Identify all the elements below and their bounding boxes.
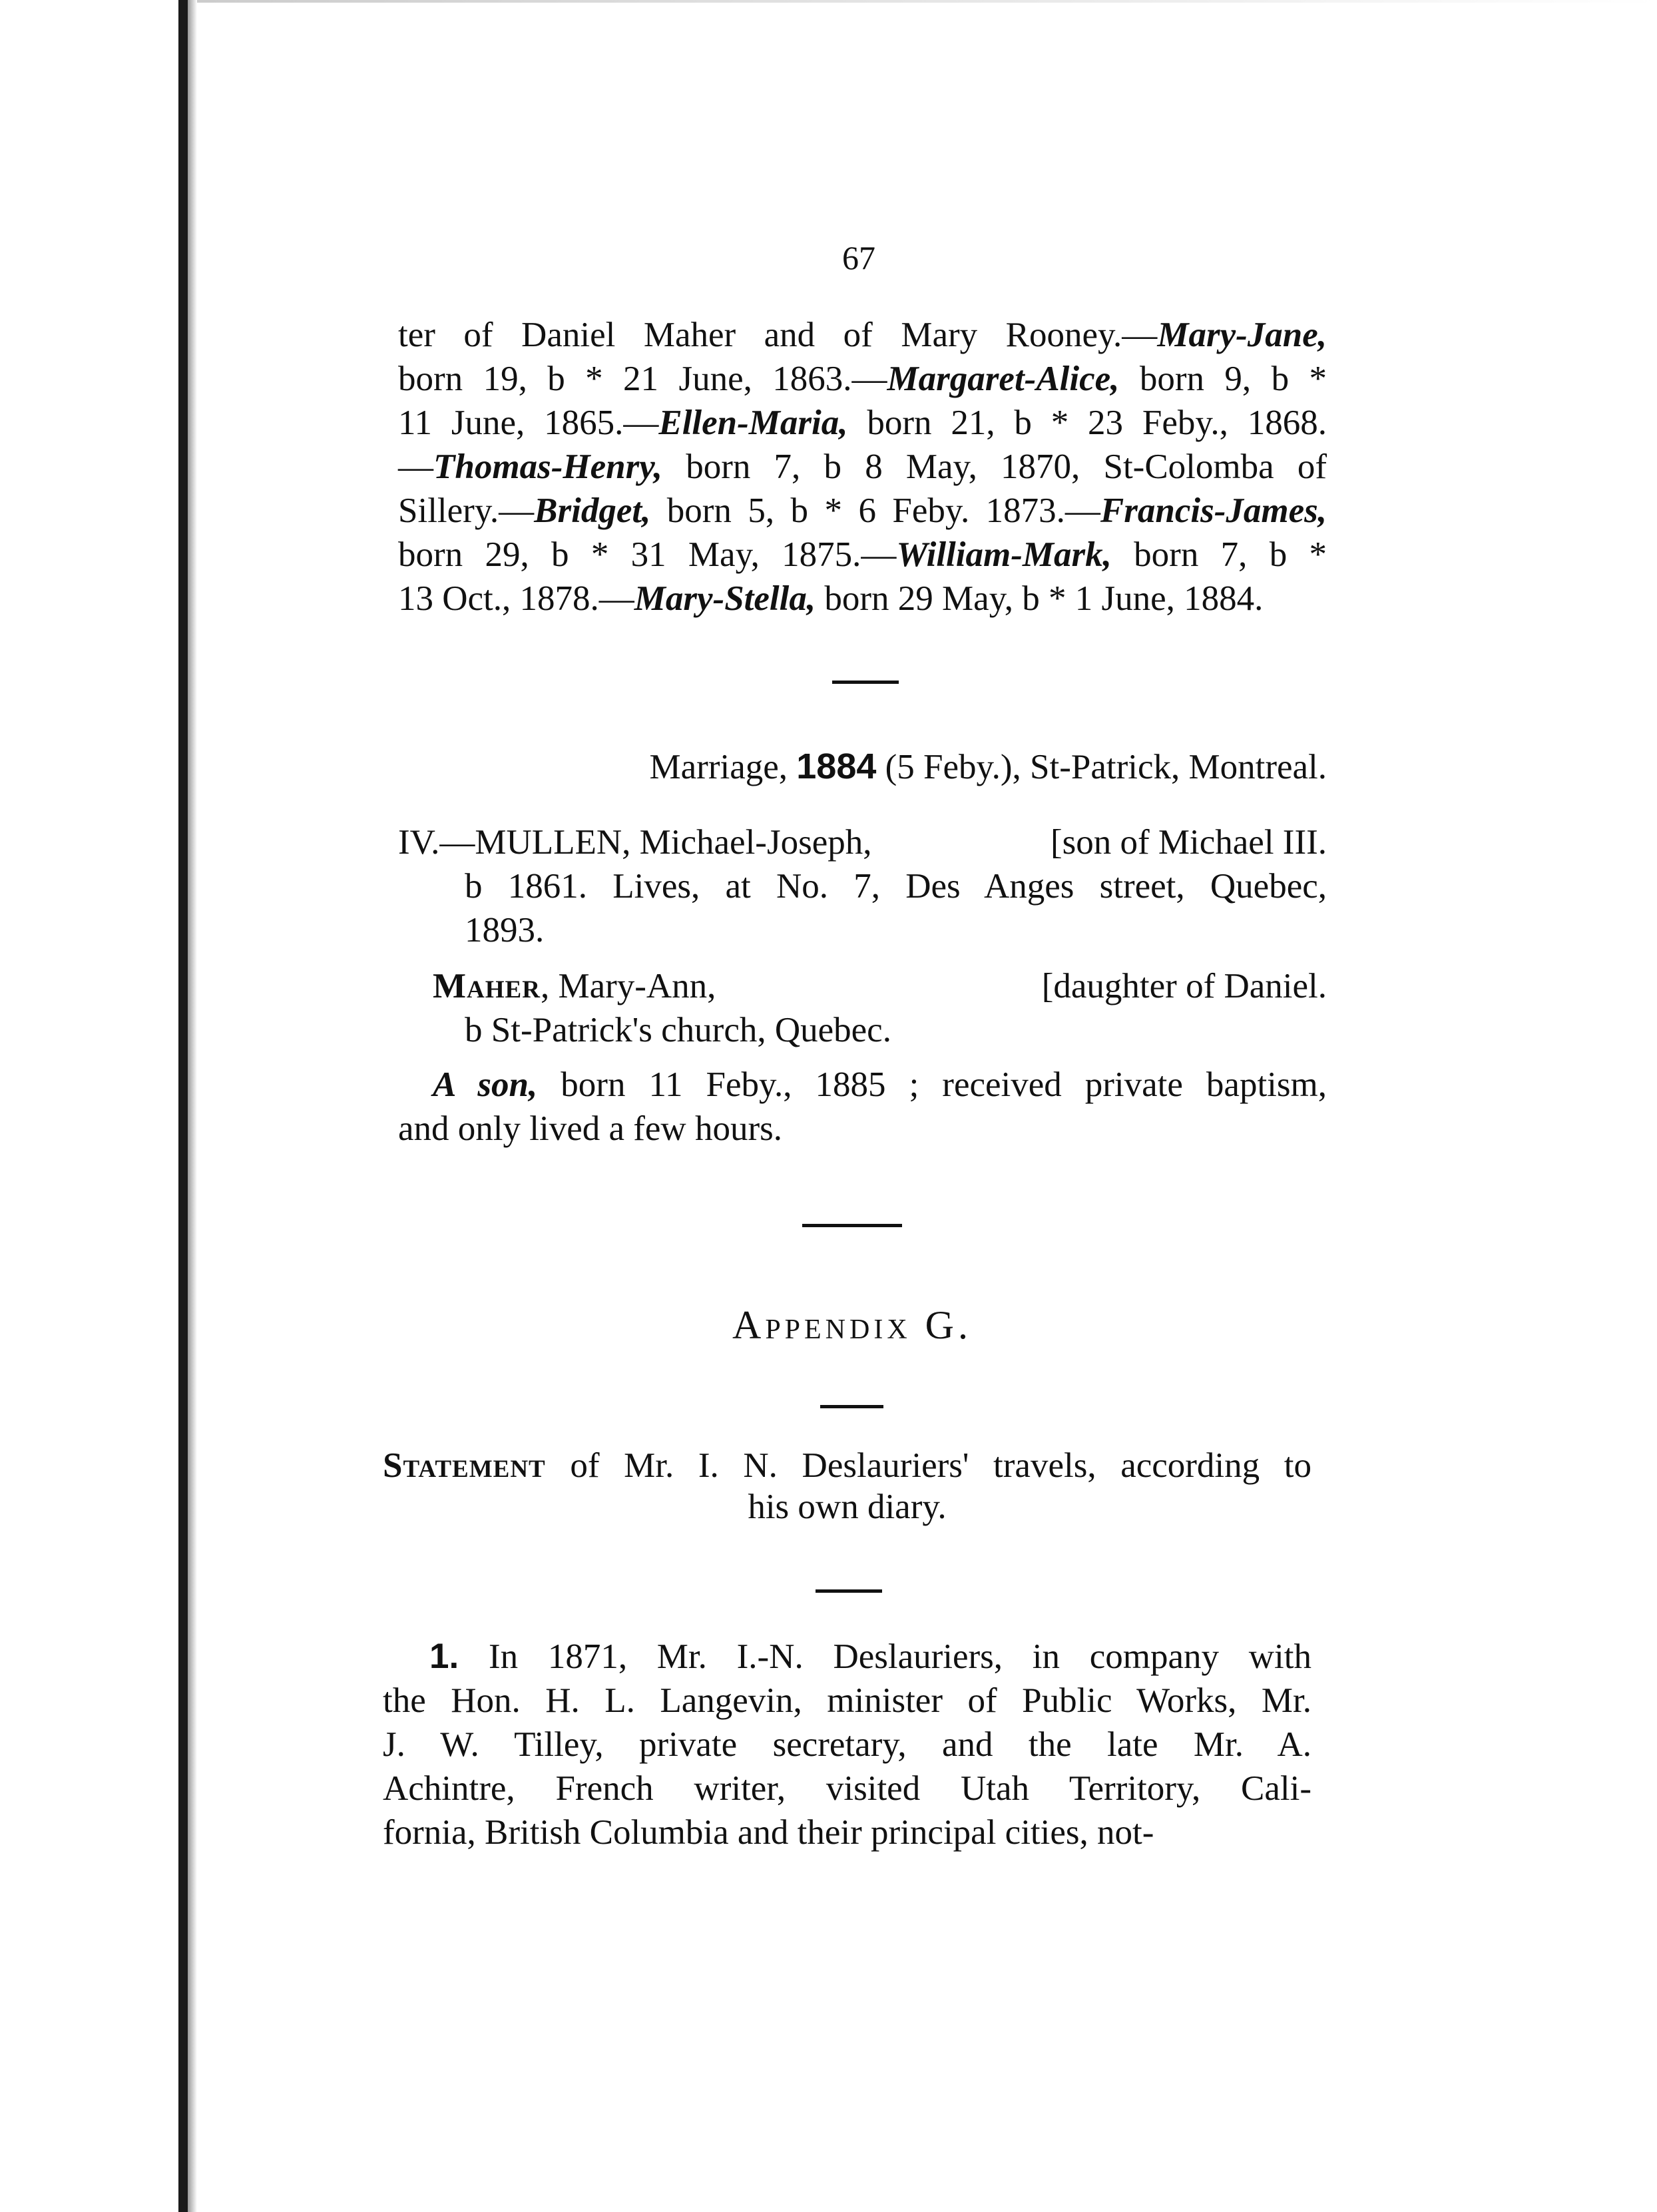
book-spine-shadow bbox=[178, 0, 188, 2212]
children-paragraph-text bbox=[398, 313, 1327, 621]
wife-parent: [daughter of Daniel. bbox=[1041, 967, 1327, 1005]
section-1-line bbox=[383, 1635, 1311, 1679]
children-text: born 29, b * 31 May, 1875.— bbox=[398, 535, 897, 574]
child-name: William-Mark, bbox=[896, 535, 1112, 574]
wife-surname: Maher bbox=[433, 967, 541, 1005]
section-1-text bbox=[383, 1635, 1311, 1854]
section-1 bbox=[383, 1635, 1311, 1854]
wife-given-name: , Mary-Ann, bbox=[540, 967, 716, 1005]
section-rule-1 bbox=[832, 681, 899, 684]
gutter-gradient bbox=[188, 0, 197, 2212]
section-1-line-text: J. W. Tilley, private secretary, and the late Mr. A. bbox=[383, 1725, 1311, 1764]
child-name: Margaret-Alice, bbox=[887, 360, 1120, 398]
children-text: 11 June, 1865.— bbox=[398, 404, 659, 442]
section-rule-4 bbox=[816, 1589, 882, 1593]
children-text: ter of Daniel Maher and of Mary Rooney.— bbox=[398, 316, 1158, 354]
children-line bbox=[398, 577, 1327, 621]
children-text: — bbox=[398, 447, 433, 486]
children-line bbox=[398, 445, 1327, 489]
son-note-line-1 bbox=[398, 1063, 1327, 1107]
appendix-title: Appendix G. bbox=[732, 1303, 972, 1347]
statement-line-1 bbox=[383, 1445, 1311, 1486]
section-1-line bbox=[383, 1679, 1311, 1723]
section-1-line bbox=[383, 1810, 1311, 1854]
child-name: Bridget, bbox=[534, 491, 651, 530]
child-name: Thomas-Henry, bbox=[433, 447, 663, 486]
section-1-line-text: Achintre, French writer, visited Utah Territory, Cali- bbox=[383, 1769, 1311, 1808]
statement-line-2: his own diary. bbox=[748, 1488, 947, 1526]
husband-heading: IV.—MULLEN, Michael-Joseph, bbox=[398, 823, 872, 862]
page-number: 67 bbox=[842, 239, 875, 276]
child-name: Ellen-Maria, bbox=[658, 404, 848, 442]
son-note-text bbox=[398, 1063, 1327, 1151]
section-number: 1. bbox=[429, 1637, 459, 1676]
son-note-birth: born 11 Feby., 1885 ; received private baptism, bbox=[537, 1065, 1327, 1104]
son-note-lead: A son, bbox=[433, 1065, 538, 1104]
statement-heading bbox=[383, 1445, 1311, 1527]
wife-birth: b St-Patrick's church, Quebec. bbox=[465, 1011, 891, 1049]
section-1-line-text: fornia, British Columbia and their principal cities, not- bbox=[383, 1813, 1154, 1852]
marriage-prefix: Marriage, bbox=[649, 748, 788, 786]
section-1-line-text: In 1871, Mr. I.-N. Deslauriers, in company with bbox=[459, 1637, 1311, 1676]
son-note-line-2: and only lived a few hours. bbox=[398, 1109, 782, 1148]
children-text: born 21, b * 23 Feby., 1868. bbox=[847, 404, 1327, 442]
children-text: born 19, b * 21 June, 1863.— bbox=[398, 360, 887, 398]
children-text: Sillery.— bbox=[398, 491, 535, 530]
marriage-year: 1884 bbox=[796, 746, 877, 786]
husband-parent: [son of Michael III. bbox=[1050, 823, 1327, 862]
child-name: Mary-Stella, bbox=[634, 579, 816, 618]
children-paragraph bbox=[398, 313, 1327, 621]
children-line bbox=[398, 357, 1327, 401]
statement-text: of Mr. I. N. Deslauriers' travels, according to bbox=[545, 1446, 1311, 1485]
children-line bbox=[398, 533, 1327, 577]
children-text: born 7, b * bbox=[1111, 535, 1327, 574]
marriage-details: (5 Feby.), St-Patrick, Montreal. bbox=[885, 748, 1327, 786]
section-1-line-text: the Hon. H. L. Langevin, minister of Public Works, Mr. bbox=[383, 1681, 1311, 1720]
section-1-line bbox=[383, 1767, 1311, 1810]
section-rule-2 bbox=[802, 1224, 902, 1227]
section-1-line bbox=[383, 1723, 1311, 1767]
children-text: born 29 May, b * 1 June, 1884. bbox=[816, 579, 1264, 618]
children-line bbox=[398, 313, 1327, 357]
husband-details-text bbox=[465, 864, 1327, 952]
child-name: Francis-James, bbox=[1100, 491, 1327, 530]
children-text: born 9, b * bbox=[1119, 360, 1327, 398]
husband-birth-residence: b 1861. Lives, at No. 7, Des Anges street, Quebec, bbox=[465, 867, 1327, 906]
children-text: born 7, b 8 May, 1870, St-Colomba of bbox=[662, 447, 1327, 486]
son-note bbox=[398, 1063, 1327, 1151]
husband-residence-year: 1893. bbox=[465, 911, 545, 950]
children-text: 13 Oct., 1878.— bbox=[398, 579, 634, 618]
page-top-edge bbox=[197, 0, 1657, 3]
children-line bbox=[398, 401, 1327, 445]
husband-details bbox=[465, 864, 1327, 952]
child-name: Mary-Jane, bbox=[1157, 316, 1327, 354]
wife-heading bbox=[433, 964, 716, 1008]
marriage-line bbox=[539, 744, 1327, 789]
children-line bbox=[398, 489, 1327, 533]
section-rule-3 bbox=[820, 1405, 883, 1408]
statement-lead: Statement bbox=[383, 1446, 546, 1485]
children-text: born 5, b * 6 Feby. 1873.— bbox=[650, 491, 1100, 530]
